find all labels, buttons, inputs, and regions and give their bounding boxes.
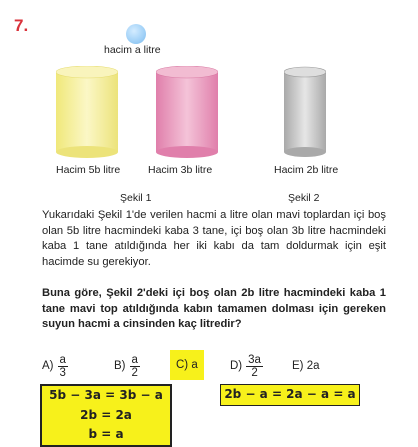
option-e-text: E) 2a — [292, 360, 320, 372]
option-b-numerator: a — [131, 353, 138, 366]
figure-1-label: Şekil 1 — [120, 192, 152, 204]
container-3b-label: Hacim 3b litre — [148, 164, 213, 176]
handwriting-line-1: 5b − 3a = 3b − a — [49, 388, 163, 402]
option-a-numerator: a — [59, 353, 66, 366]
blue-ball-icon — [126, 24, 146, 44]
option-c-highlighted[interactable] — [170, 350, 204, 380]
option-d[interactable] — [230, 352, 263, 380]
option-c-text: C) a — [176, 359, 198, 371]
option-b-letter: B) — [114, 360, 126, 372]
handwritten-answer-box: 2b − a = 2a − a = a — [220, 384, 360, 406]
option-d-letter: D) — [230, 360, 243, 372]
question-prompt: Buna göre, Şekil 2'deki içi boş olan 2b litre hacmindeki kaba 1 tane mavi top atıldığında kabın tamamen dolması için gereken suyun hacmi a cinsinden kaç litredir? — [42, 287, 386, 330]
option-d-fraction — [246, 354, 263, 379]
question-paragraph: Yukarıdaki Şekil 1'de verilen hacmi a litre olan mavi toplardan içi boş olan 5b litre hacmindeki kaba 3 tane, içi boş olan 3b litre hacmindeki kaba 1 tane atıldığında her iki kabı da tam doldurmak için eşit hacimde su gerekiyor. — [42, 209, 386, 268]
container-2b — [284, 66, 326, 158]
option-a-denominator: 3 — [59, 366, 66, 379]
option-a[interactable] — [42, 352, 68, 380]
handwriting-line-3: b = a — [88, 427, 124, 441]
option-b[interactable] — [114, 352, 140, 380]
handwriting-line-2: 2b = 2a — [80, 408, 132, 422]
handwritten-solution-box — [40, 384, 172, 447]
container-5b-label: Hacim 5b litre — [56, 164, 121, 176]
figure-2-label: Şekil 2 — [288, 192, 320, 204]
option-d-denominator: 2 — [251, 366, 258, 379]
container-3b — [156, 66, 218, 158]
option-b-denominator: 2 — [131, 366, 138, 379]
option-a-fraction — [58, 354, 68, 379]
container-5b — [56, 66, 118, 158]
container-2b-label: Hacim 2b litre — [274, 164, 339, 176]
question-number: 7. — [14, 16, 29, 35]
option-a-letter: A) — [42, 360, 54, 372]
option-b-fraction — [130, 354, 140, 379]
option-d-numerator: 3a — [248, 353, 261, 366]
ball-label: hacim a litre — [104, 44, 161, 56]
option-e[interactable] — [292, 352, 320, 380]
